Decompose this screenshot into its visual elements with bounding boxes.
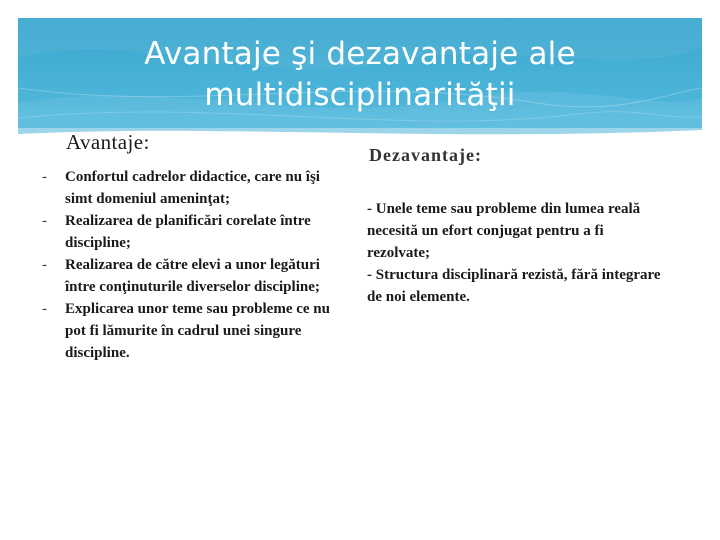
list-item xyxy=(42,254,342,298)
dash-bullet: - xyxy=(42,213,47,229)
disadvantage-line: - Unele teme sau probleme din lumea reală necesită un efort conjugat pentru a fi rezolvate; xyxy=(367,201,641,261)
list-item xyxy=(42,210,342,254)
disadvantage-line: - Structura disciplinară rezistă, fără integrare de noi elemente. xyxy=(367,267,661,305)
disadvantages-text xyxy=(367,198,667,308)
advantages-list xyxy=(42,166,342,364)
advantages-heading: Avantaje: xyxy=(66,130,150,154)
dash-bullet: - xyxy=(42,301,47,317)
slide-title: Avantaje şi dezavantaje ale multidisciplinarităţii xyxy=(144,36,576,113)
advantage-text: Explicarea unor teme sau probleme ce nu pot fi lămurite în cadrul unei singure discipline. xyxy=(65,301,330,361)
list-item xyxy=(42,298,342,364)
title-banner xyxy=(18,18,702,140)
advantage-text: Confortul cadrelor didactice, care nu îşi simt domeniul ameninţat; xyxy=(65,169,320,207)
disadvantages-heading: Dezavantaje: xyxy=(369,145,482,165)
list-item xyxy=(42,166,342,210)
advantage-text: Realizarea de planificări corelate între discipline; xyxy=(65,213,311,251)
dash-bullet: - xyxy=(42,169,47,185)
advantage-text: Realizarea de către elevi a unor legături între conţinuturile diverselor discipline; xyxy=(65,257,320,295)
dash-bullet: - xyxy=(42,257,47,273)
